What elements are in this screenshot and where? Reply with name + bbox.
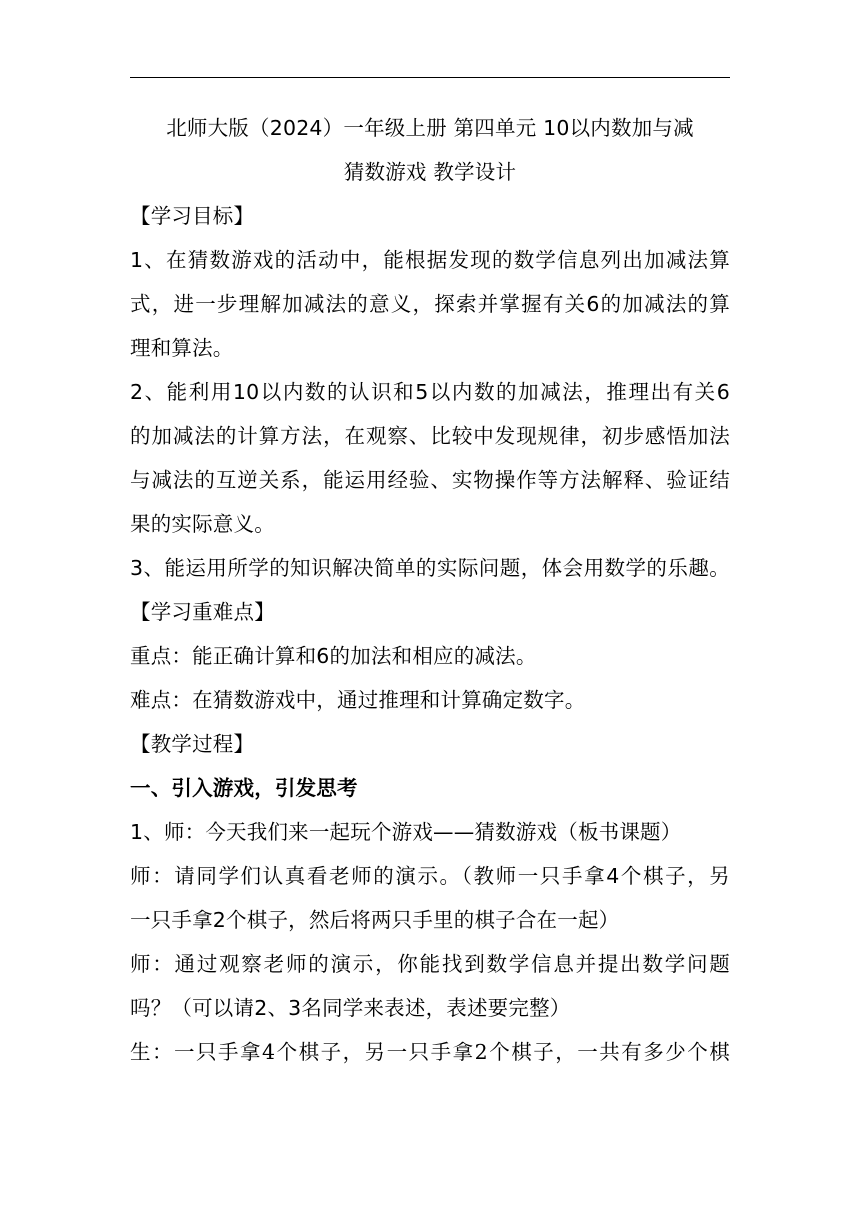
section-1-heading: 一、引入游戏，引发思考 [130, 776, 358, 800]
goal-2-line-2: 的加减法的计算方法，在观察、比较中发现规律，初步感悟加法 [130, 424, 730, 448]
paragraph-2-line-1: 师：请同学们认真看老师的演示。（教师一只手拿4个棋子，另 [130, 864, 730, 888]
goal-1-line-1: 1、在猜数游戏的活动中，能根据发现的数学信息列出加减法算 [130, 248, 730, 272]
goals-heading: 【学习目标】 [130, 204, 255, 228]
paragraph-1: 1、师：今天我们来一起玩个游戏——猜数游戏（板书课题） [130, 820, 682, 844]
paragraph-2-line-2: 一只手拿2个棋子，然后将两只手里的棋子合在一起） [130, 908, 620, 932]
paragraph-3-line-2: 吗？（可以请2、3名同学来表述，表述要完整） [130, 996, 571, 1020]
paragraph-4-line-1: 生：一只手拿4个棋子，另一只手拿2个棋子，一共有多少个棋 [130, 1040, 730, 1064]
goal-2-line-4: 果的实际意义。 [130, 512, 275, 536]
goal-2-line-1: 2、能利用10以内数的认识和5以内数的加减法，推理出有关6 [130, 380, 730, 404]
process-heading: 【教学过程】 [130, 732, 255, 756]
goal-1-line-2: 式，进一步理解加减法的意义，探索并掌握有关6的加减法的算 [130, 292, 730, 316]
goal-3-line-1: 3、能运用所学的知识解决简单的实际问题，体会用数学的乐趣。 [130, 556, 730, 580]
key-point: 重点：能正确计算和6的加法和相应的减法。 [130, 644, 537, 668]
header-rule [130, 77, 730, 78]
key-points-heading: 【学习重难点】 [130, 600, 275, 624]
difficult-point: 难点：在猜数游戏中，通过推理和计算确定数字。 [130, 688, 586, 712]
goal-1-line-3: 理和算法。 [130, 336, 234, 360]
document-title: 北师大版（2024）一年级上册 第四单元 10以内数加与减 [166, 116, 694, 140]
document-subtitle: 猜数游戏 教学设计 [343, 160, 517, 184]
goal-2-line-3: 与减法的互逆关系，能运用经验、实物操作等方法解释、验证结 [130, 468, 730, 492]
paragraph-3-line-1: 师：通过观察老师的演示，你能找到数学信息并提出数学问题 [130, 952, 730, 976]
